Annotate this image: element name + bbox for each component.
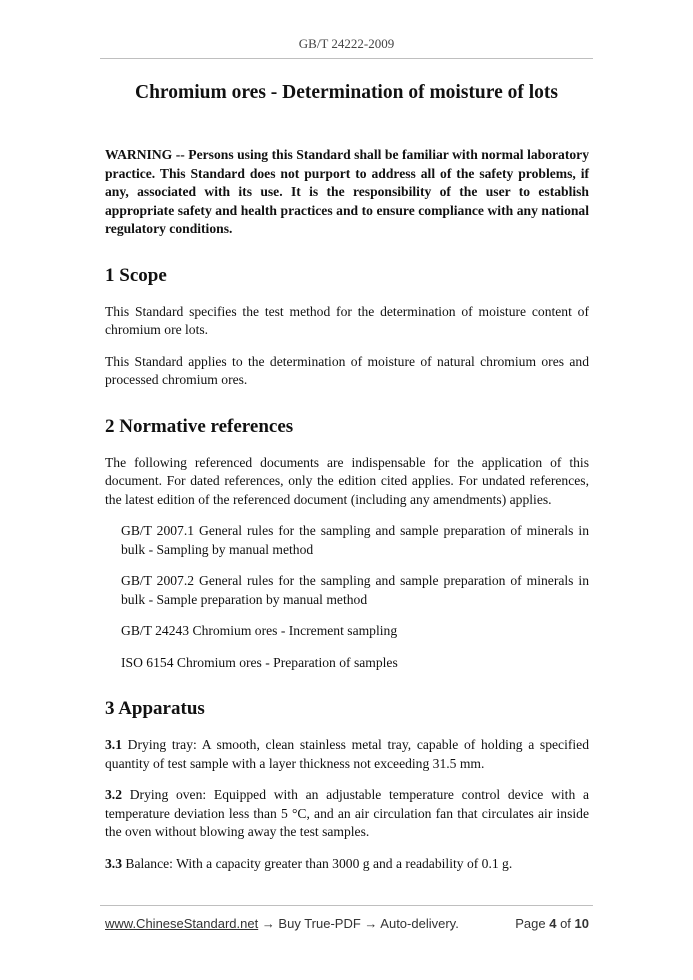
clause-text: Balance: With a capacity greater than 3000 g and a readability of 0.1 g. <box>122 855 513 871</box>
apparatus-item <box>105 855 589 874</box>
clause-text: Drying tray: A smooth, clean stainless metal tray, capable of holding a specified quantity of test sample with a layer thickness not exceeding 31.5 mm. <box>105 737 589 771</box>
clause-number: 3.2 <box>105 787 122 802</box>
section-normative-heading: 2 Normative references <box>105 415 294 437</box>
clause-number: 3.1 <box>105 737 122 752</box>
normative-intro: The following referenced documents are indispensable for the application of this document. For dated references, only the edition cited applies. For undated references, the latest edition of the referenced document (including any amendments) applies. <box>105 454 589 507</box>
clause-text: Drying oven: Equipped with an adjustable temperature control device with a temperature deviation less than 5 °C, and an air circulation fan that circulates air inside the oven without blowing away the test samples. <box>105 787 589 839</box>
page-total: 10 <box>574 916 589 931</box>
document-code-header: GB/T 24222-2009 <box>298 36 395 51</box>
page-indicator <box>515 916 589 931</box>
reference-item: GB/T 24243 Chromium ores - Increment sampling <box>121 623 398 638</box>
section-scope-heading: 1 Scope <box>105 264 167 286</box>
page-number: 4 <box>549 916 557 931</box>
apparatus-item <box>105 786 589 842</box>
scope-paragraph-2: This Standard applies to the determination of moisture of natural chromium ores and processed chromium ores. <box>105 353 589 387</box>
reference-item: GB/T 2007.1 General rules for the sampling and sample preparation of minerals in bulk - Sampling by manual method <box>121 523 589 557</box>
apparatus-item <box>105 736 589 773</box>
warning-paragraph: WARNING -- Persons using this Standard shall be familiar with normal laboratory practice. This Standard does not purport to address all of the safety problems, if any, associated with its use. It is the responsibility of the user to establish appropriate safety and health practices and to ensure compliance with any national regulatory conditions. <box>105 147 589 236</box>
scope-paragraph-1: This Standard specifies the test method for the determination of moisture content of chromium ore lots. <box>105 303 589 337</box>
footer-tagline: → Buy True-PDF → Auto-delivery. <box>258 916 459 931</box>
header-divider <box>100 58 593 59</box>
of-label: of <box>556 916 575 931</box>
document-body <box>105 146 589 886</box>
document-title: Chromium ores - Determination of moisture of lots <box>135 82 558 103</box>
footer-promo <box>105 916 459 931</box>
reference-item: GB/T 2007.2 General rules for the sampling and sample preparation of minerals in bulk - Sample preparation by manual method <box>121 573 589 607</box>
page-label: Page <box>515 916 550 931</box>
clause-number: 3.3 <box>105 855 122 871</box>
section-apparatus-heading: 3 Apparatus <box>105 698 205 719</box>
footer-divider <box>100 905 593 906</box>
website-link[interactable]: www.ChineseStandard.net <box>105 916 259 931</box>
reference-item: ISO 6154 Chromium ores - Preparation of samples <box>121 654 398 670</box>
